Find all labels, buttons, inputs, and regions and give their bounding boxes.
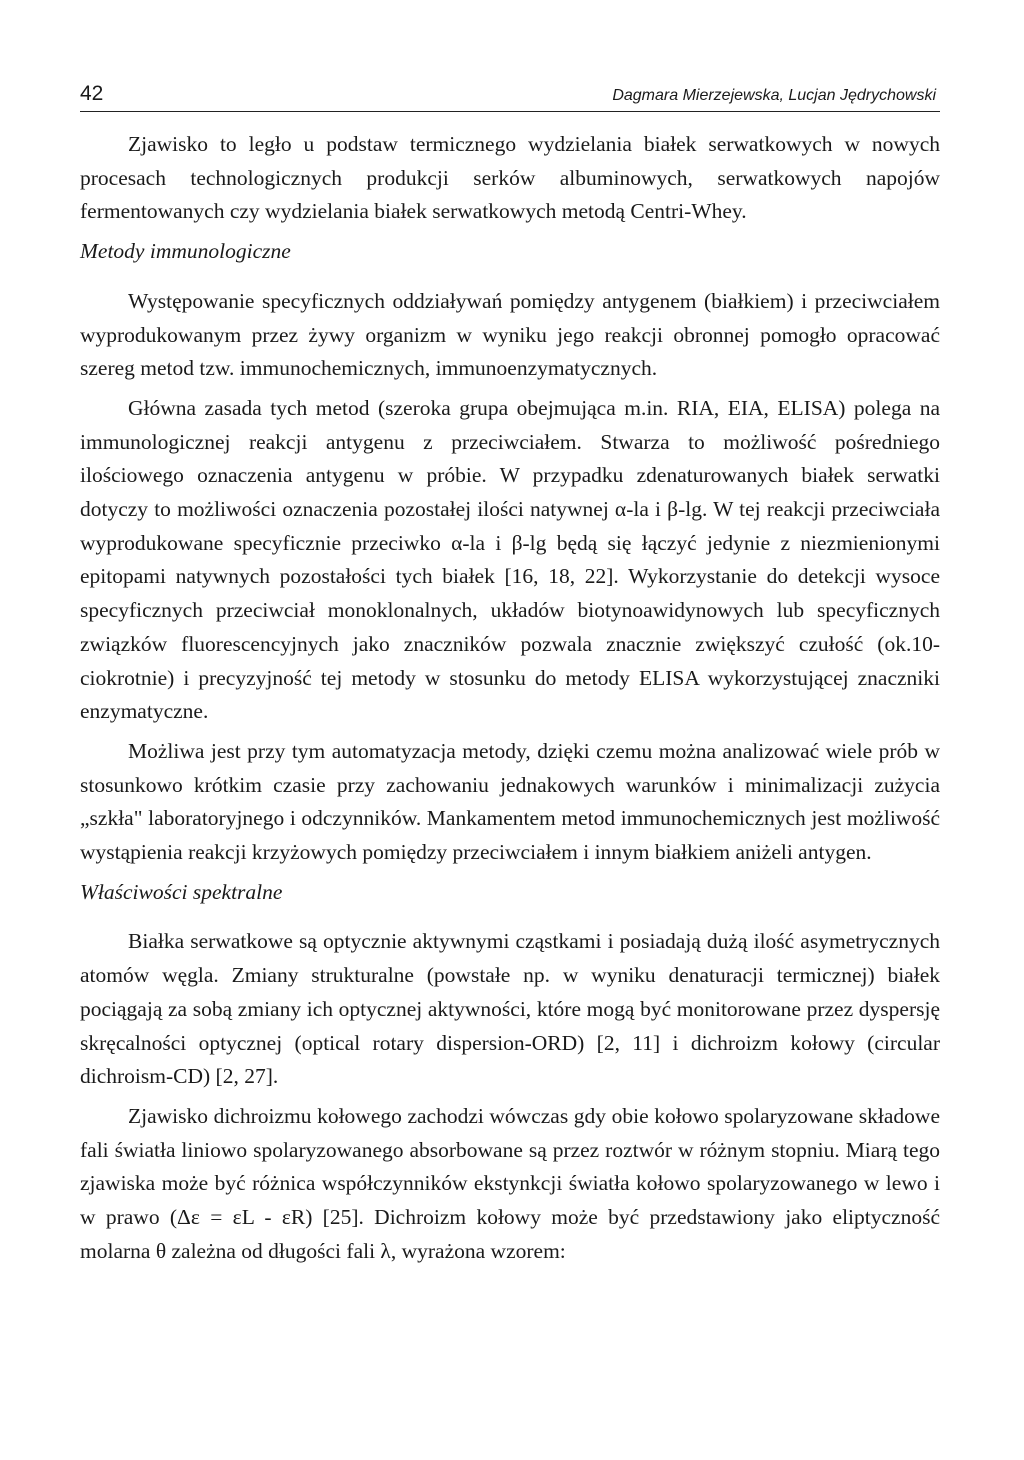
running-header-authors: Dagmara Mierzejewska, Lucjan Jędrychowski <box>612 87 936 104</box>
page <box>80 78 940 1269</box>
paragraph-method-principle: Główna zasada tych metod (szeroka grupa obejmująca m.in. RIA, EIA, ELISA) polega na immunologicznej reakcji antygenu z przeciwciałem. Stwarza to możliwość pośredniego ilościowego oznaczenia antygenu w próbie. W przypadku zdenaturowanych białek serwatki dotyczy to możliwości oznaczenia pozostałej ilości natywnej α-la i β-lg. W tej reakcji przeciwciała wyprodukowane specyficznie przeciwko α-la i β-lg będą się łączyć jedynie z niezmienionymi epitopami natywnych pozostałości tych białek [16, 18, 22]. Wykorzystanie do detekcji wysoce specyficznych przeciwciał monoklonalnych, układów biotynoawidynowych lub specyficznych związków fluorescencyjnych jako znaczników pozwala znacznie zwiększyć czułość (ok.10-ciokrotnie) i precyzyjność tej metody w stosunku do metody ELISA wykorzystującej znaczniki enzymatyczne. <box>80 395 940 724</box>
paragraph-optical-activity: Białka serwatkowe są optycznie aktywnymi cząstkami i posiadają dużą ilość asymetrycznych atomów węgla. Zmiany strukturalne (powstałe np. w wyniku denaturacji termicznej) białek pociągają za sobą zmiany ich optycznej aktywności, które mogą być monitorowane przez dyspersję skręcalności optycznej (optical rotary dispersion-ORD) [2, 11] i dichroizm kołowy (circular dichroism-CD) [2, 27]. <box>80 929 940 1089</box>
paragraph-antigen-antibody: Występowanie specyficznych oddziaływań pomiędzy antygenem (białkiem) i przeciwciałem wyprodukowanym przez żywy organizm w wyniku jego reakcji obronnej pomogło opracować szereg metod tzw. immunochemicznych, immunoenzymatycznych. <box>80 288 940 381</box>
paragraph-whey-separation: Zjawisko to legło u podstaw termicznego wydzielania białek serwatkowych w nowych procesach technologicznych produkcji serków albuminowych, serwatkowych napojów fermentowanych czy wydzielania białek serwatkowych metodą Centri-Whey. <box>80 132 940 224</box>
section-heading-spectral-properties: Właściwości spektralne <box>80 879 283 904</box>
paragraph-circular-dichroism: Zjawisko dichroizmu kołowego zachodzi wówczas gdy obie kołowo spolaryzowane składowe fali światła liniowo spolaryzowanego absorbowane są przez roztwór w różnym stopniu. Miarą tego zjawiska może być różnica współczynników ekstynkcji światła kołowo spolaryzowanego w lewo i w prawo (Δε = εL - εR) [25]. Dichroizm kołowy może być przedstawiony jako eliptyczność molarna θ zależna od długości fali λ, wyrażona wzorem: <box>80 1103 940 1263</box>
running-header <box>80 78 940 112</box>
body-text <box>80 128 940 1269</box>
paragraph-automation: Możliwa jest przy tym automatyzacja metody, dzięki czemu można analizować wiele prób w stosunkowo krótkim czasie przy zachowaniu jednakowych warunków i minimalizacji zużycia „szkła" laboratoryjnego i odczynników. Mankamentem metod immunochemicznych jest możliwość wystąpienia reakcji krzyżowych pomiędzy przeciwciałem i innym białkiem aniżeli antygen. <box>80 738 940 865</box>
page-number: 42 <box>80 82 104 105</box>
section-heading-immunological-methods: Metody immunologiczne <box>80 239 291 264</box>
